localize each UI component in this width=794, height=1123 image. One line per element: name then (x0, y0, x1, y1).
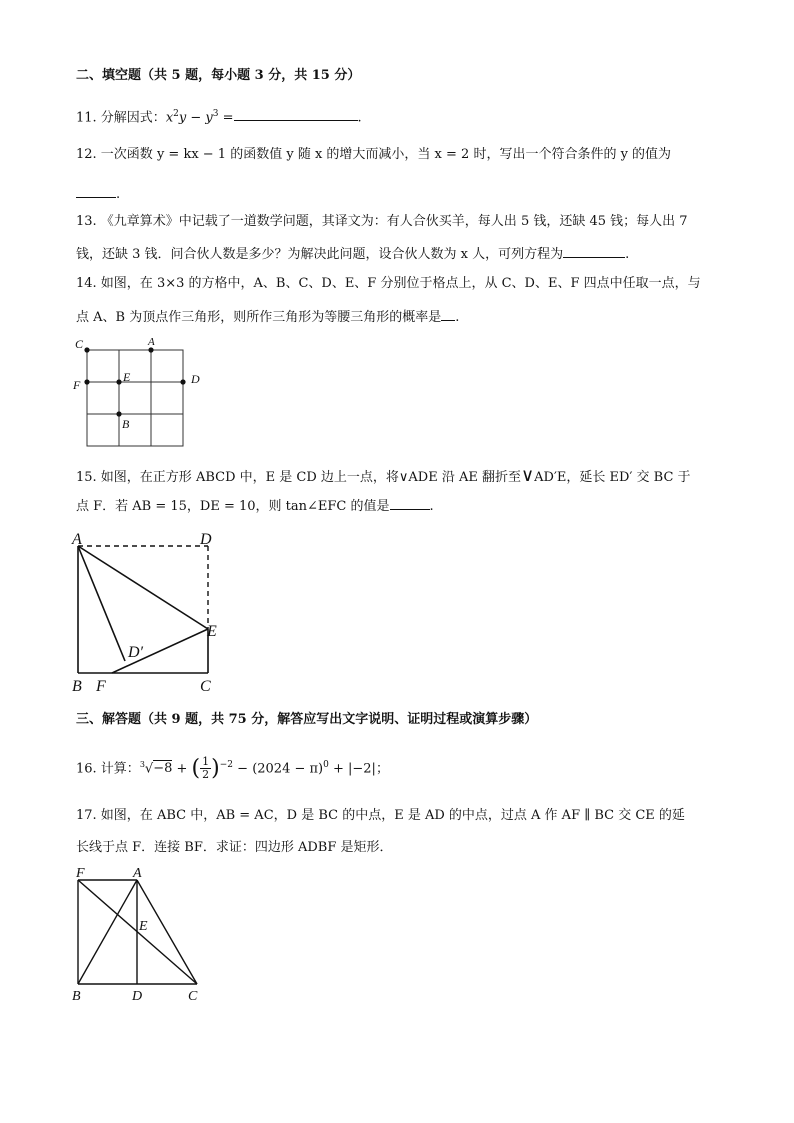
q17-figure-lines (78, 880, 197, 984)
q15-label-d-prime: D′ (128, 644, 144, 661)
radical-icon: √ (144, 761, 154, 777)
q14-point-c (84, 347, 89, 352)
q13-text: 钱，还缺 3 钱．问合伙人数是多少？为解决此问题，设合伙人数为 x 人，可列方程为 (76, 247, 564, 262)
q16-minus: − (233, 761, 253, 777)
q11-exp-b: 3 (212, 109, 219, 119)
q17-label-c: C (188, 989, 198, 1004)
question-16 (76, 750, 389, 786)
q15-label-c: C (200, 678, 211, 695)
q11-suffix: . (357, 110, 362, 126)
q17-label-b: B (72, 989, 81, 1004)
q16-plus: + (172, 761, 192, 777)
q12-answer-blank[interactable] (76, 183, 116, 198)
question-12-line-1: 12. 一次函数 y = kx − 1 的函数值 y 随 x 的增大而减小，当 x = 2 时，写出一个符合条件的 y 的值为 (76, 147, 672, 162)
q17-label-e: E (139, 919, 148, 934)
question-17-line-1: 17. 如图，在 ABC 中，AB = AC，D 是 BC 的中点，E 是 AD 的中点，过点 A 作 AF ∥ BC 交 CE 的延 (76, 808, 685, 823)
triangle-symbol-icon: ∨ (520, 465, 535, 486)
question-17-line-2: 长线于点 F．连接 BF．求证：四边形 ADBF 是矩形． (76, 840, 393, 855)
q15-label-d: D (200, 531, 212, 548)
q13-suffix: . (625, 247, 630, 262)
question-14-line-2 (76, 306, 459, 328)
q16-abs-part: + |−2| (328, 761, 376, 777)
q16-frac-exp: −2 (219, 760, 234, 770)
question-15-line-2 (76, 495, 434, 517)
q16-frac-num: 1 (202, 755, 210, 769)
q14-point-a (148, 347, 153, 352)
q11-expr-a: x (165, 110, 174, 126)
q14-grid-lines (87, 350, 183, 446)
q14-label-c: C (75, 337, 84, 351)
question-14-line-1: 14. 如图，在 3×3 的方格中，A、B、C、D、E、F 分别位于格点上，从 C、D、E、F 四点中任取一点，与 (76, 276, 701, 291)
q14-label-d: D (191, 372, 200, 386)
q16-prefix: 16. 计算： (76, 761, 140, 777)
q11-prefix: 11. 分解因式： (76, 110, 166, 126)
q16-fraction (200, 756, 211, 781)
q15-answer-blank[interactable] (390, 495, 430, 510)
q14-label-b: B (122, 417, 130, 431)
q15-text: 点 F．若 AB = 15，DE = 10，则 tan∠EFC 的值是 (76, 499, 390, 514)
q13-answer-blank[interactable] (563, 243, 625, 258)
q11-expr-b: y − y (178, 110, 213, 126)
section-3-title: 三、解答题（共 9 题，共 75 分，解答应写出文字说明、证明过程或演算步骤） (76, 712, 538, 727)
q15-text-b: ADE 沿 AE 翻折至 (408, 470, 521, 485)
q15-square-figure (66, 526, 236, 696)
question-13-line-2 (76, 243, 629, 265)
q15-suffix: . (429, 499, 434, 514)
q12-suffix: . (116, 187, 121, 202)
q15-label-f: F (96, 678, 106, 695)
q14-label-a: A (148, 336, 155, 348)
q14-answer-blank[interactable] (441, 306, 455, 321)
q16-frac-den: 2 (202, 768, 210, 782)
question-11 (76, 104, 362, 128)
q14-label-f: F (73, 378, 81, 392)
q14-point-d (180, 379, 185, 384)
q17-rectangle-figure (66, 862, 216, 1010)
q14-point-e (116, 379, 121, 384)
q15-label-a: A (72, 531, 82, 548)
q11-exp-a: 2 (173, 109, 179, 119)
q14-text: 点 A、B 为顶点作三角形，则所作三角形为等腰三角形的概率是 (76, 310, 442, 325)
question-15-line-1 (76, 466, 691, 488)
q16-cbrt-arg: −8 (153, 761, 173, 777)
q17-label-a: A (133, 866, 142, 881)
q16-suffix: ； (375, 761, 389, 777)
q17-label-f: F (76, 866, 85, 881)
q14-point-b (116, 411, 121, 416)
question-12-line-2 (76, 183, 120, 205)
q16-cbrt-index: 3 (139, 760, 145, 769)
q16-paren-exp: 0 (323, 760, 329, 770)
section-2-title: 二、填空题（共 5 题，每小题 3 分，共 15 分） (76, 68, 361, 83)
q14-suffix: . (455, 310, 460, 325)
q15-label-e: E (207, 623, 217, 640)
q16-paren-expr: (2024 − π) (252, 761, 324, 777)
q15-label-b: B (72, 678, 82, 695)
q15-text-c: AD′E，延长 ED′ 交 BC 于 (534, 470, 691, 485)
q11-answer-blank[interactable] (234, 106, 358, 121)
q14-label-e: E (123, 370, 131, 384)
question-13-line-1: 13. 《九章算术》中记载了一道数学问题，其译文为：有人合伙买羊，每人出 5 钱，还缺 45 钱；每人出 7 (76, 214, 688, 229)
q14-grid-figure (66, 334, 206, 454)
q11-eq: = (218, 110, 234, 126)
left-paren-icon: ( (191, 755, 201, 781)
q14-point-f (84, 379, 89, 384)
q15-text-a: 15. 如图，在正方形 ABCD 中，E 是 CD 边上一点，将 (76, 470, 399, 485)
right-paren-icon: ) (211, 755, 220, 781)
q17-label-d: D (132, 989, 143, 1004)
triangle-symbol-icon: ∨ (398, 470, 409, 485)
